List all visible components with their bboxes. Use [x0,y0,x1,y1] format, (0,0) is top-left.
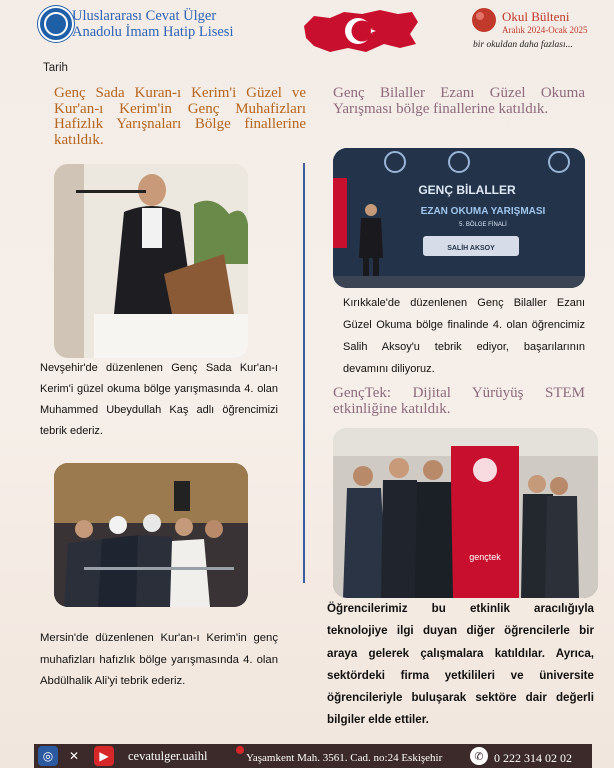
gentek-photo [333,428,598,598]
bulletin-title: Okul Bülteni [502,9,570,24]
sada-text: Nevşehir'de düzenlenen Genç Sada Kur'an-ı Kerim'i güzel okuma bölge yarışmasında 4. olan Muhammed Ubeydullah Kaş adlı öğrencimizi tebrik ederiz. [40,362,278,437]
sada-photo [54,164,248,358]
turkey-map-flag [300,4,420,58]
school-logo [38,6,74,42]
banner-subtitle: EZAN OKUMA YARIŞMASI [420,206,546,217]
school-address: Yaşamkent Mah. 3561. Cad. no:24 Eskişehir [246,752,443,764]
phone-icon: ✆ [470,747,488,765]
school-name-line2: Anadolu İmam Hatip Lisesi [72,24,234,40]
location-icon [236,746,244,754]
x-icon[interactable]: ✕ [64,746,84,766]
gentek-banner: gençtek [469,552,501,562]
bilaller-heading: Genç Bilaller Ezanı Güzel Okuma Yarışması bölge finallerine katıldık. [333,85,585,117]
sada-heading: Genç Sada Kuran-ı Kerim'i Güzel ve Kur'an-ı Kerim'in Genç Muhafizları Hafizlık Yarışnaları Bölge finallerine katıldık. [54,85,306,148]
youtube-icon[interactable]: ▶ [94,746,114,766]
phone-number[interactable]: 0 222 314 02 02 [494,751,572,765]
hafizlik-photo [54,463,248,607]
banner-title: GENÇ BİLALLER [418,183,516,197]
gentek-text: Öğrencilerimiz bu etkinlik aracılığıyla teknolojiye ilgi duyan diğer öğrencilerle bir araya gelerek çalışmalara katıldılar. Ayrıca, sektördeki firma yetkilileri ve üniversite öğrencileriyle buluşarak sektöre dair değerli bilgiler elde ettiler. [327,602,594,727]
gentek-heading: GençTek: Dijital Yürüyüş STEM etkinliğine katıldık. [333,385,585,417]
social-handle[interactable]: cevatulger.uaihl [128,749,208,763]
banner-stage: 5. BÖLGE FİNALİ [459,222,507,228]
column-divider [303,163,305,583]
hafizlik-text: Mersin'de düzenlenen Kur'an-ı Kerim'in genç muhafizları hafızlık bölge yarışmasında 4. olan Abdülhalik Ali'yi tebrik ederiz. [40,632,278,687]
name-plate: SALİH AKSOY [447,245,495,252]
bulletin-icon [470,6,498,34]
bilaller-photo [333,148,585,288]
school-name-line1: Uluslararası Cevat Ülger [72,8,217,24]
bulletin-tagline: bir okuldan daha fazlası... [473,40,573,50]
instagram-icon[interactable]: ◎ [38,746,58,766]
bilaller-text: Kırıkkale'de düzenlenen Genç Bilaller Ezanı Güzel Okuma bölge finalinde 4. olan öğrencimiz Salih Aksoy'u tebrik ediyor, başarılarının devamını diliyoruz. [343,297,585,375]
bulletin-date: Aralık 2024-Ocak 2025 [502,25,588,35]
date-label: Tarih [43,62,68,74]
